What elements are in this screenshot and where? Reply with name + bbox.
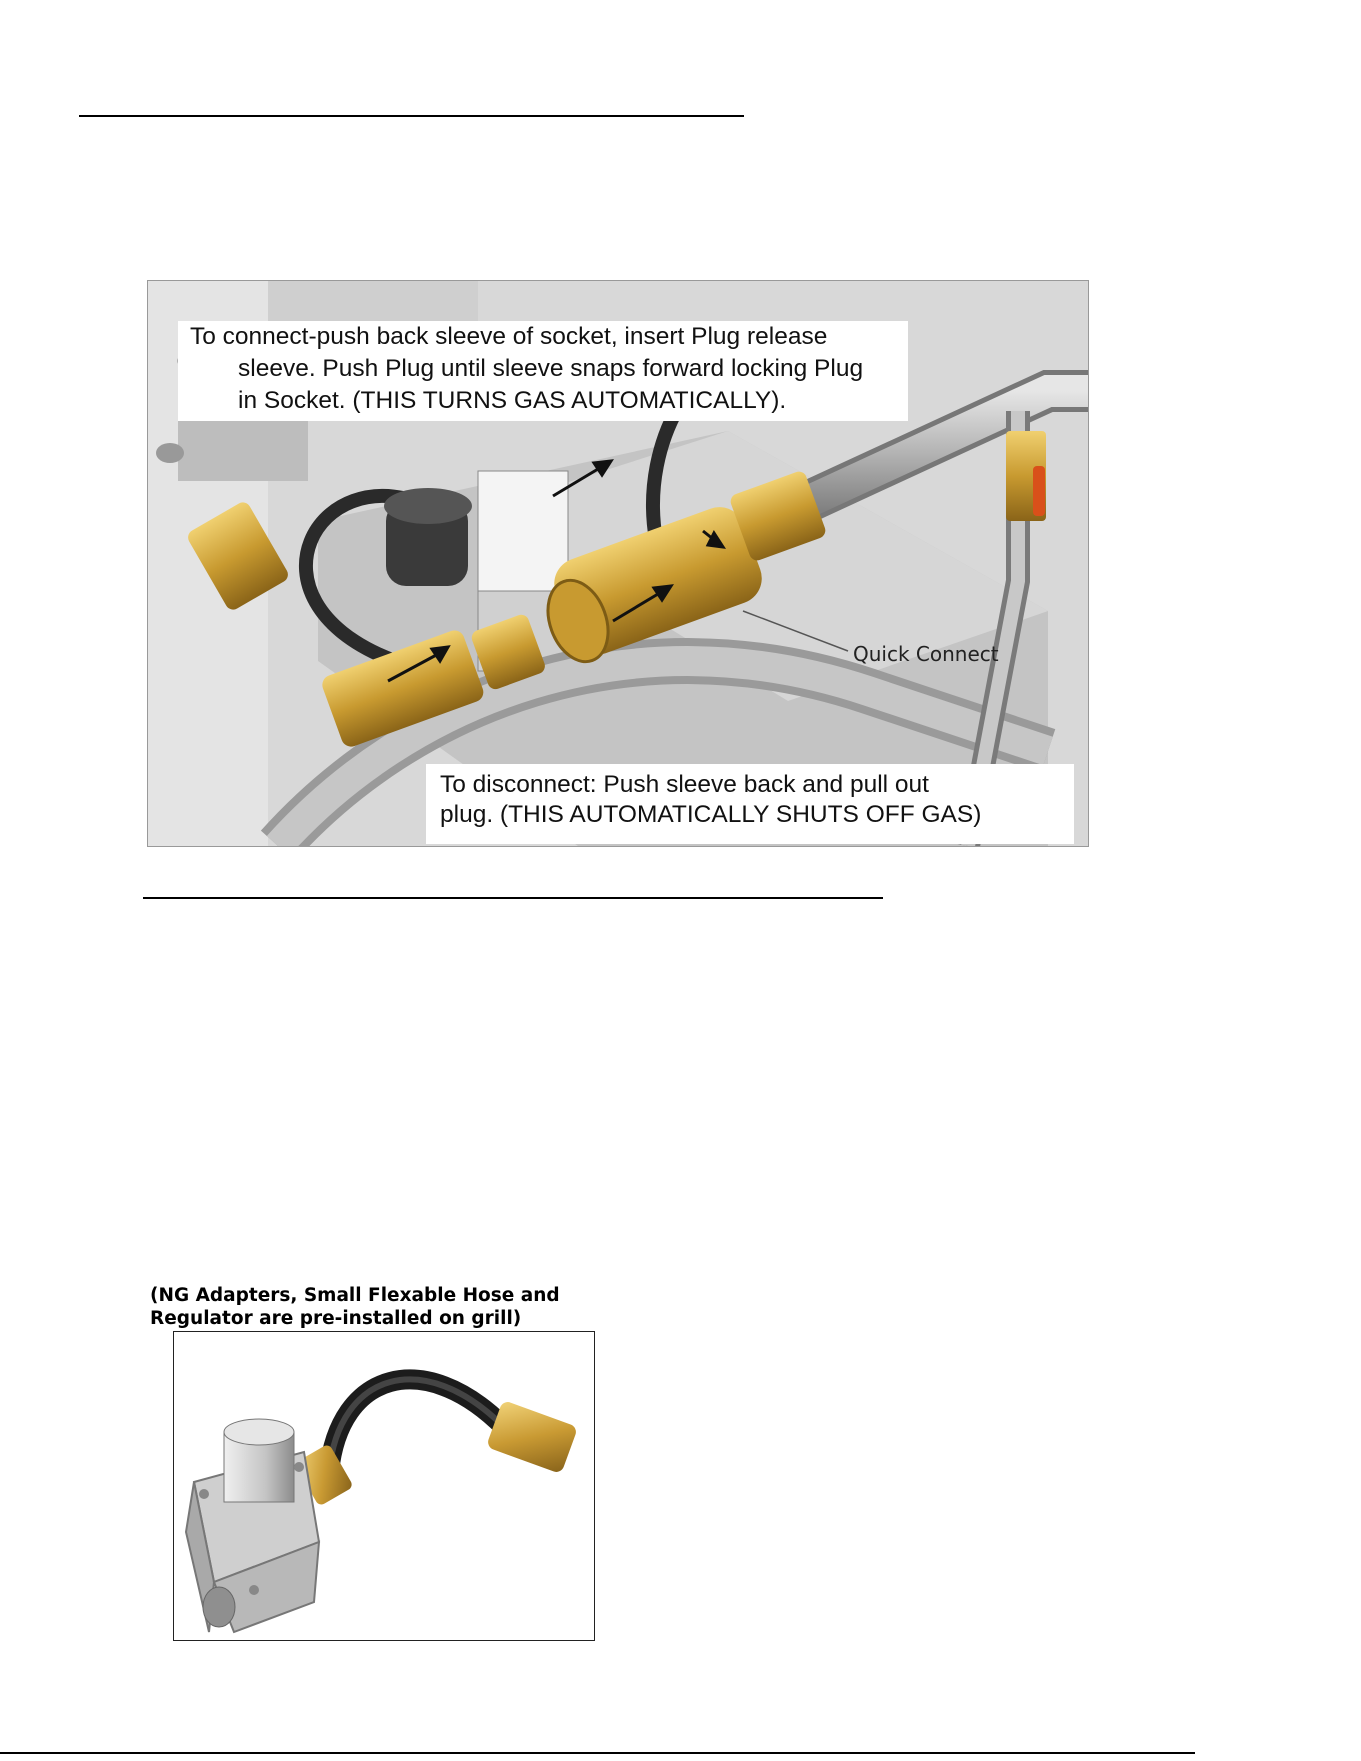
regulator-hose-drawing bbox=[174, 1332, 594, 1640]
quick-connect-illustration bbox=[147, 280, 1089, 847]
connect-line-2: sleeve. Push Plug until sleeve snaps forward locking Plug bbox=[238, 355, 864, 382]
disconnect-line-2: plug. (THIS AUTOMATICALLY SHUTS OFF GAS) bbox=[440, 801, 982, 828]
ng-note-line-1: (NG Adapters, Small Flexable Hose and bbox=[150, 1285, 560, 1306]
ng-note-line-2: Regulator are pre-installed on grill) bbox=[150, 1308, 522, 1329]
page-footer-rule bbox=[0, 1752, 1195, 1754]
section-heading-underline bbox=[143, 897, 883, 899]
ng-adapter-note bbox=[150, 1284, 640, 1330]
quick-connect-label: Quick Connect bbox=[853, 642, 999, 666]
disconnect-instructions bbox=[426, 764, 1074, 844]
connect-line-3: in Socket. (THIS TURNS GAS AUTOMATICALLY). bbox=[238, 387, 787, 414]
connect-line-1: To connect-push back sleeve of socket, insert Plug release bbox=[190, 323, 828, 350]
disconnect-line-1: To disconnect: Push sleeve back and pull out bbox=[440, 771, 929, 798]
regulator-hose-illustration bbox=[173, 1331, 595, 1641]
connect-instructions bbox=[178, 321, 908, 421]
section-heading-underline bbox=[79, 115, 744, 117]
